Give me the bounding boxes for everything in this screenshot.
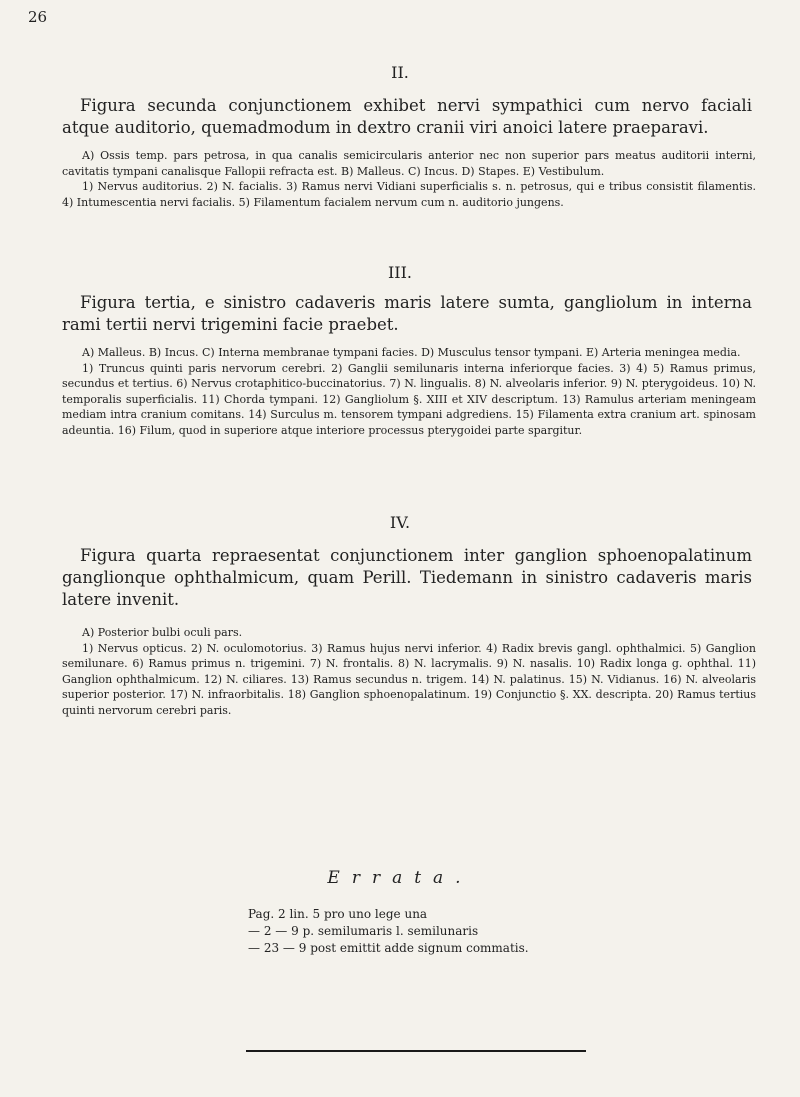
- section-3-intro-text: Figura tertia, e sinistro cadaveris maris latere sumta, gangliolum in interna rami tertii nervi trigemini facie praebet.: [62, 293, 752, 334]
- section-4-intro-text: Figura quarta repraesentat conjunctionem inter ganglion sphoenopalatinum ganglionque ophthalmicum, quam Perill. Tiedemann in sinistro cadaveris maris latere invenit.: [62, 546, 752, 609]
- section-2-letters: A) Ossis temp. pars petrosa, in qua canalis semicircularis anterior nec non superior pars meatus auditorii interni, cavitatis tympani canalisque Fallopii refracta est. B) Malleus. C) Incus. D) Stapes. E) Vestibulum.: [62, 149, 756, 178]
- section-2-numbers: 1) Nervus auditorius. 2) N. facialis. 3) Ramus nervi Vidiani superficialis s. n. petrosus, qui e tribus consistit filamentis. 4) Intumescentia nervi facialis. 5) Filamentum facialem nervum cum n. auditorio jungens.: [62, 180, 756, 209]
- section-3-legend: [62, 345, 756, 438]
- section-3-numbers: 1) Truncus quinti paris nervorum cerebri. 2) Ganglii semilunaris interna inferiorque facies. 3) 4) 5) Ramus primus, secundus et tertius. 6) Nervus crotaphitico-buccinatorius. 7) N. lingualis. 8) N. alveolaris inferior. 9) N. pterygoideus. 10) N. temporalis superficialis. 11) Chorda tympani. 12) Gangliolum §. XIII et XIV descriptum. 13) Ramulus arteriam meningeam mediam intra cranium comitans. 14) Surculus m. tensorem tympani adgrediens. 15) Filamenta extra cranium art. spinosam adeuntia. 16) Filum, quod in superiore atque interiore processus pterygoidei parte spargitur.: [62, 361, 756, 437]
- section-2-intro-text: Figura secunda conjunctionem exhibet nervi sympathici cum nervo faciali atque auditorio, quemadmodum in dextro cranii viri anoici latere praeparavi.: [62, 96, 752, 137]
- section-2-intro: [62, 95, 752, 139]
- errata-text: post emittit adde signum commatis.: [310, 941, 529, 955]
- section-heading-2: II.: [391, 63, 409, 82]
- errata-line: — 9: [282, 941, 307, 955]
- errata-title: Errata.: [327, 868, 473, 888]
- errata-page: — 23: [248, 941, 280, 955]
- errata-list: [248, 906, 529, 957]
- section-3-letters: A) Malleus. B) Incus. C) Interna membranae tympani facies. D) Musculus tensor tympani. E) Arteria meningea media.: [82, 346, 741, 359]
- errata-line: — 9: [275, 924, 299, 938]
- errata-row: [248, 940, 529, 957]
- divider-rule: [246, 1050, 586, 1052]
- section-4-letters: A) Posterior bulbi oculi pars.: [82, 626, 243, 639]
- errata-row: [248, 906, 529, 923]
- section-2-legend: [62, 148, 756, 210]
- errata-page: Pag. 2: [248, 907, 286, 921]
- section-4-intro: [62, 545, 752, 611]
- errata-row: [248, 923, 529, 940]
- section-4-numbers: 1) Nervus opticus. 2) N. oculomotorius. 3) Ramus hujus nervi inferior. 4) Radix brevis gangl. ophthalmici. 5) Ganglion semilunare. 6) Ramus primus n. trigemini. 7) N. frontalis. 8) N. lacrymalis. 9) N. nasalis. 10) Radix longa g. ophthal. 11) Ganglion ophthalmicum. 12) N. ciliares. 13) Ramus secundus n. trigem. 14) N. palatinus. 15) N. Vidianus. 16) N. alveolaris superior posterior. 17) N. infraorbitalis. 18) Ganglion sphoenopalatinum. 19) Conjunctio §. XX. descripta. 20) Ramus tertius quinti nervorum cerebri paris.: [62, 641, 756, 717]
- section-heading-4: IV.: [389, 513, 411, 532]
- section-4-legend: [62, 625, 756, 718]
- page-number: 26: [28, 8, 48, 26]
- errata-text: pro uno lege una: [323, 907, 428, 921]
- section-heading-3: III.: [387, 263, 413, 282]
- errata-text: p. semilumaris l. semilunaris: [302, 924, 479, 938]
- errata-page: — 2: [248, 924, 272, 938]
- section-3-intro: [62, 292, 752, 336]
- errata-line: lin. 5: [289, 907, 321, 921]
